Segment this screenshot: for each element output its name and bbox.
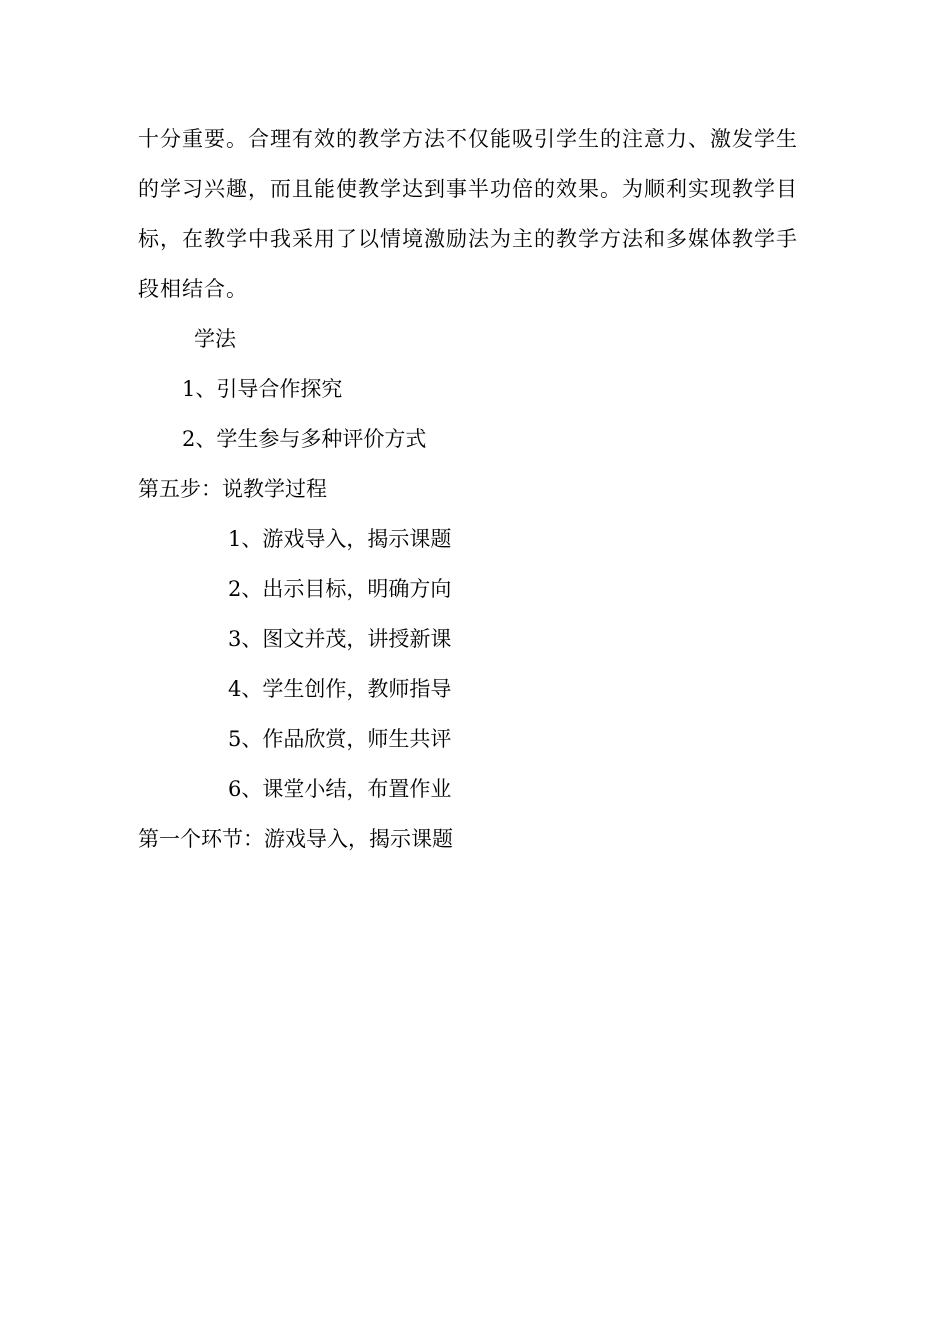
process-item: 5、作品欣赏，师生共评 [228,727,452,751]
teaching-method-paragraph [138,114,810,314]
study-method-item: 1、引导合作探究 [182,377,343,401]
process-item: 2、出示目标，明确方向 [228,577,452,601]
first-section-heading: 第一个环节：游戏导入，揭示课题 [138,827,453,851]
process-item: 4、学生创作，教师指导 [228,677,452,701]
paragraph-line: 的学习兴趣，而且能使教学达到事半功倍的效果。为顺利实现教学目 [138,177,798,201]
process-item: 1、游戏导入，揭示课题 [228,527,452,551]
process-item: 3、图文并茂，讲授新课 [228,627,452,651]
study-method-heading: 学法 [194,327,236,351]
document-body [138,114,810,864]
step-five-heading: 第五步：说教学过程 [138,477,327,501]
process-item: 6、课堂小结，布置作业 [228,777,452,801]
paragraph-line: 标，在教学中我采用了以情境激励法为主的教学方法和多媒体教学手 [138,227,798,251]
study-method-item: 2、学生参与多种评价方式 [182,427,427,451]
paragraph-line: 段相结合。 [138,277,248,301]
paragraph-line: 十分重要。合理有效的教学方法不仅能吸引学生的注意力、激发学生 [138,127,798,151]
